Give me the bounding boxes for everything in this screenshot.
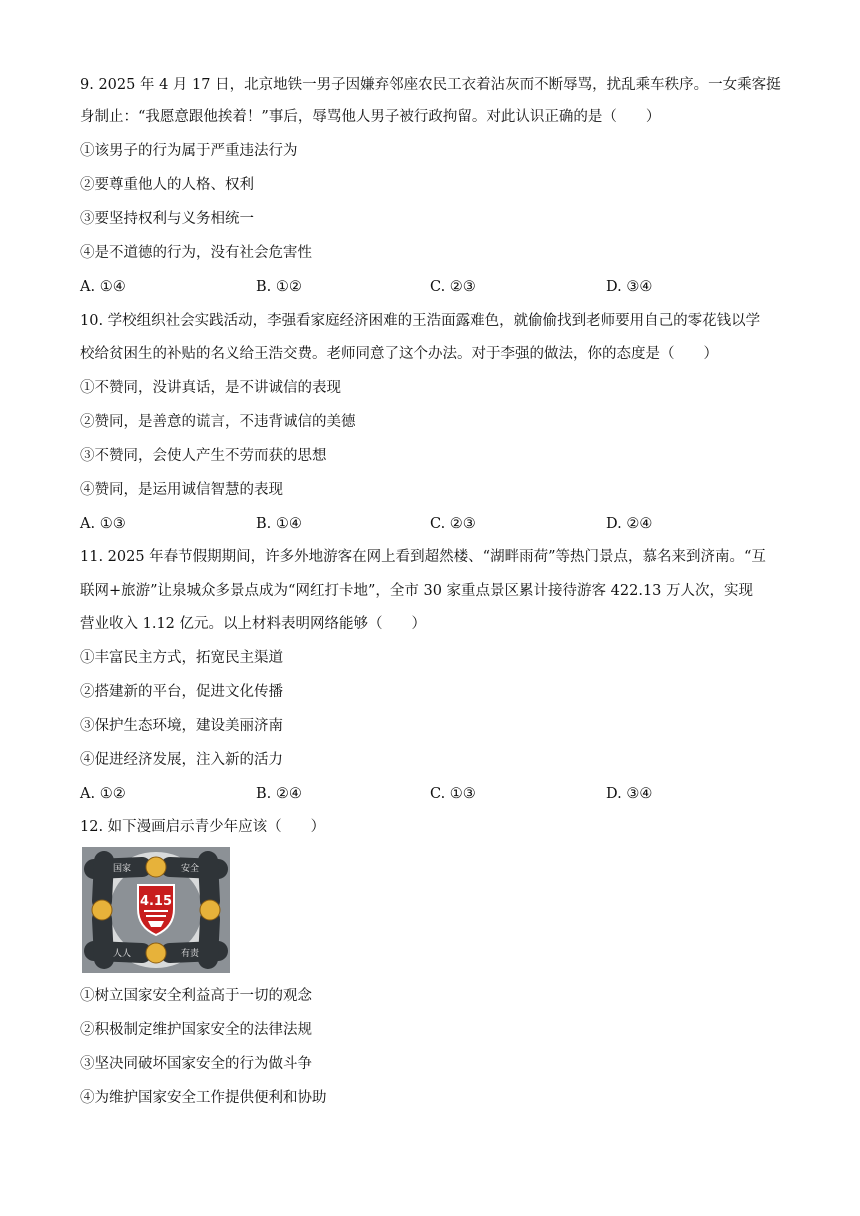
q10-option-d[interactable]: D. ②④ — [606, 516, 653, 532]
q11-statement-3: ③保护生态环境，建设美丽济南 — [80, 718, 283, 734]
q11-statement-2: ②搭建新的平台，促进文化传播 — [80, 684, 283, 700]
q10-statement-2: ②赞同，是善意的谎言，不违背诚信的美德 — [80, 414, 356, 430]
national-security-cartoon — [82, 847, 230, 973]
q12-statement-4: ④为维护国家安全工作提供便利和协助 — [80, 1090, 327, 1106]
q11-stem-line-3: 营业收入 1.12 亿元。以上材料表明网络能够（ ） — [80, 616, 427, 632]
q10-statement-3: ③不赞同，会使人产生不劳而获的思想 — [80, 448, 327, 464]
q11-statement-4: ④促进经济发展，注入新的活力 — [80, 752, 283, 768]
q9-option-d[interactable]: D. ③④ — [606, 279, 653, 295]
q10-stem-line-1: 10. 学校组织社会实践活动，李强看家庭经济困难的王浩面露难色，就偷偷找到老师要用自己的零花钱以学 — [80, 313, 761, 329]
q11-option-d[interactable]: D. ③④ — [606, 786, 653, 802]
q11-option-b[interactable]: B. ②④ — [256, 786, 302, 802]
q11-stem-line-2: 联网+旅游”让泉城众多景点成为“网红打卡地”，全市 30 家重点景区累计接待游客 422.13 万人次，实现 — [80, 583, 754, 599]
q12-statement-2: ②积极制定维护国家安全的法律法规 — [80, 1022, 312, 1038]
cartoon-label-guojia: 国家 — [112, 864, 132, 874]
q9-option-a[interactable]: A. ①④ — [80, 279, 126, 295]
cartoon-badge-number: 4.15 — [139, 894, 173, 909]
q10-statement-4: ④赞同，是运用诚信智慧的表现 — [80, 482, 283, 498]
q11-stem-line-1: 11. 2025 年春节假期期间，许多外地游客在网上看到超然楼、“湖畔雨荷”等热门景点，慕名来到济南。“互 — [80, 549, 766, 565]
q10-stem-line-2: 校给贫困生的补贴的名义给王浩交费。老师同意了这个办法。对于李强的做法，你的态度是（ ） — [80, 346, 718, 362]
cartoon-label-anquan: 安全 — [180, 864, 200, 874]
q11-option-a[interactable]: A. ①② — [80, 786, 126, 802]
q9-statement-1: ①该男子的行为属于严重违法行为 — [80, 143, 298, 159]
cartoon-label-renren: 人人 — [112, 949, 132, 959]
q10-option-c[interactable]: C. ②③ — [430, 516, 476, 532]
q10-statement-1: ①不赞同，没讲真话，是不讲诚信的表现 — [80, 380, 341, 396]
q9-statement-2: ②要尊重他人的人格、权利 — [80, 177, 254, 193]
cartoon-label-youze: 有责 — [180, 949, 200, 959]
q12-statement-1: ①树立国家安全利益高于一切的观念 — [80, 988, 312, 1004]
q9-statement-3: ③要坚持权利与义务相统一 — [80, 211, 254, 227]
q9-stem-line-1: 9. 2025 年 4 月 17 日，北京地铁一男子因嫌弃邻座农民工衣着沾灰而不断辱骂，扰乱乘车秩序。一女乘客挺 — [80, 77, 781, 93]
q12-statement-3: ③坚决同破坏国家安全的行为做斗争 — [80, 1056, 312, 1072]
q11-option-c[interactable]: C. ①③ — [430, 786, 476, 802]
q12-stem-line-1: 12. 如下漫画启示青少年应该（ ） — [80, 819, 326, 835]
q10-option-a[interactable]: A. ①③ — [80, 516, 126, 532]
q9-option-c[interactable]: C. ②③ — [430, 279, 476, 295]
q9-options — [80, 277, 780, 297]
q10-option-b[interactable]: B. ①④ — [256, 516, 302, 532]
q10-options — [80, 514, 780, 534]
q9-stem-line-2: 身制止：“我愿意跟他挨着！”事后，辱骂他人男子被行政拘留。对此认识正确的是（ ） — [80, 109, 661, 125]
q9-option-b[interactable]: B. ①② — [256, 279, 302, 295]
q11-statement-1: ①丰富民主方式，拓宽民主渠道 — [80, 650, 283, 666]
q9-statement-4: ④是不道德的行为，没有社会危害性 — [80, 245, 312, 261]
q11-options — [80, 784, 780, 804]
